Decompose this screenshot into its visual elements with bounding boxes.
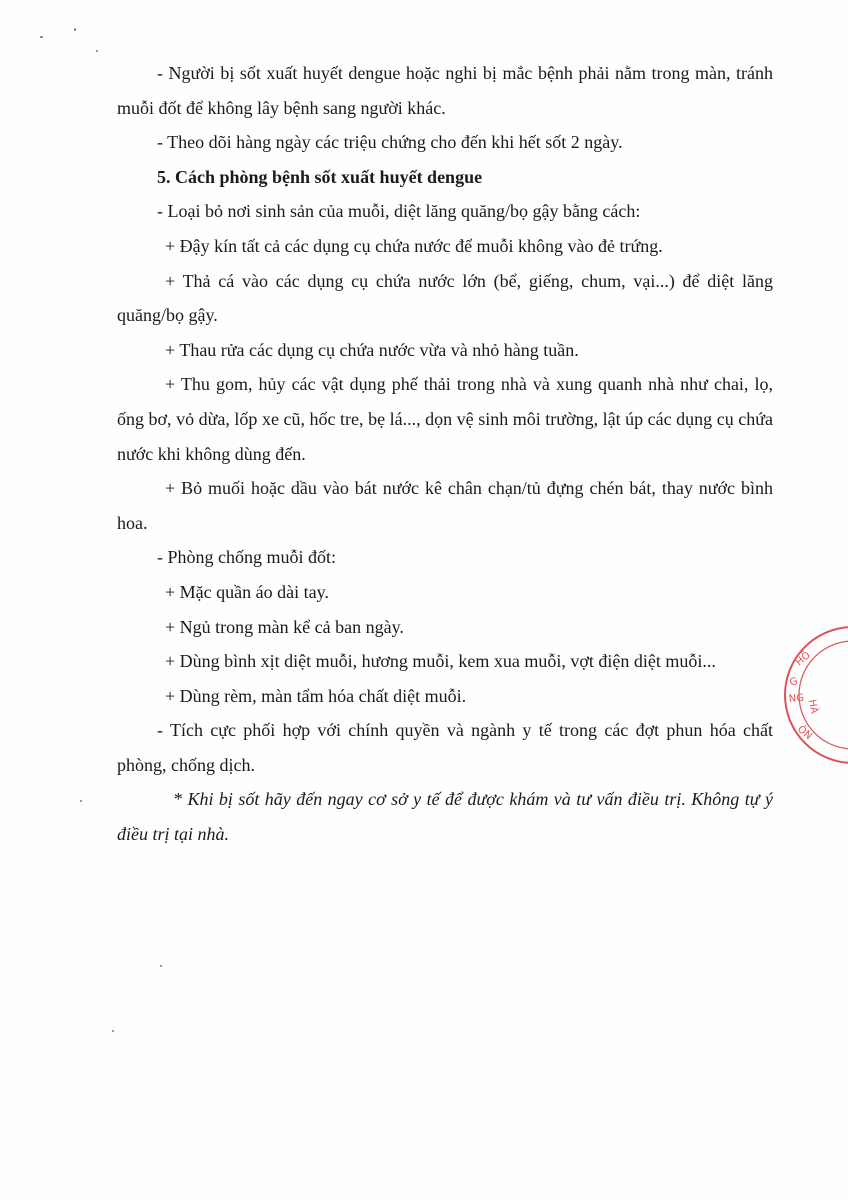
bullet-repellents: + Dùng bình xịt diệt muỗi, hương muỗi, kem xua muỗi, vợt điện diệt muỗi... [165, 651, 716, 672]
document-body [117, 56, 773, 852]
paragraph-patient-isolation: - Người bị sốt xuất huyết dengue hoặc nghi bị mắc bệnh phải nằm trong màn, tránh muỗi đốt để không lây bệnh sang người khác. [117, 63, 773, 118]
scan-speck [40, 36, 43, 38]
paragraph-monitoring: - Theo dõi hàng ngày các triệu chứng cho đến khi hết sốt 2 ngày. [157, 132, 623, 153]
bullet-salt-oil: + Bỏ muối hoặc dầu vào bát nước kê chân chạn/tủ đựng chén bát, thay nước bình hoa. [117, 478, 773, 533]
paragraph-cooperate-authorities: - Tích cực phối hợp với chính quyền và ngành y tế trong các đợt phun hóa chất phòng, chống dịch. [117, 720, 773, 775]
bullet-mosquito-net: + Ngủ trong màn kể cả ban ngày. [165, 616, 404, 637]
stamp-text-2: G [788, 675, 800, 689]
stamp-text-4: HÀ [806, 698, 820, 715]
note-seek-medical-care: * Khi bị sốt hãy đến ngay cơ sở y tế để được khám và tư vấn điều trị. Không tự ý điều trị tại nhà. [117, 789, 773, 845]
scan-speck [74, 28, 76, 31]
stamp-seal-icon [765, 620, 848, 770]
bullet-treated-curtains: + Dùng rèm, màn tẩm hóa chất diệt muỗi. [165, 685, 467, 706]
scan-speck [112, 1030, 114, 1032]
bullet-release-fish: + Thả cá vào các dụng cụ chứa nước lớn (bể, giếng, chum, vại...) để diệt lăng quăng/bọ gậy. [117, 270, 773, 326]
scan-speck [160, 965, 162, 967]
bullet-long-sleeves: + Mặc quần áo dài tay. [165, 581, 329, 602]
section-heading-prevention: 5. Cách phòng bệnh sốt xuất huyết dengue [157, 166, 483, 187]
red-stamp-fragment [765, 620, 848, 770]
bullet-collect-waste: + Thu gom, hủy các vật dụng phế thải trong nhà và xung quanh nhà như chai, lọ, ống bơ, vỏ dừa, lốp xe cũ, hốc tre, bẹ lá..., dọn vệ sinh môi trường, lật úp các dụng cụ chứa nước khi không dùng đến. [117, 374, 773, 464]
stamp-text-3: NG [788, 692, 805, 705]
paragraph-remove-breeding: - Loại bỏ nơi sinh sản của muỗi, diệt lăng quăng/bọ gậy bằng cách: [157, 201, 641, 222]
scan-speck [80, 800, 82, 802]
bullet-cover-containers: + Đậy kín tất cả các dụng cụ chứa nước để muỗi không vào đẻ trứng. [165, 235, 663, 256]
stamp-text-5: ÔN [795, 723, 814, 743]
scan-speck [96, 50, 98, 52]
paragraph-prevent-bites: - Phòng chống muỗi đốt: [157, 547, 336, 568]
bullet-wash-containers: + Thau rửa các dụng cụ chứa nước vừa và nhỏ hàng tuần. [165, 339, 579, 360]
stamp-text-1: HỒ [793, 649, 813, 669]
